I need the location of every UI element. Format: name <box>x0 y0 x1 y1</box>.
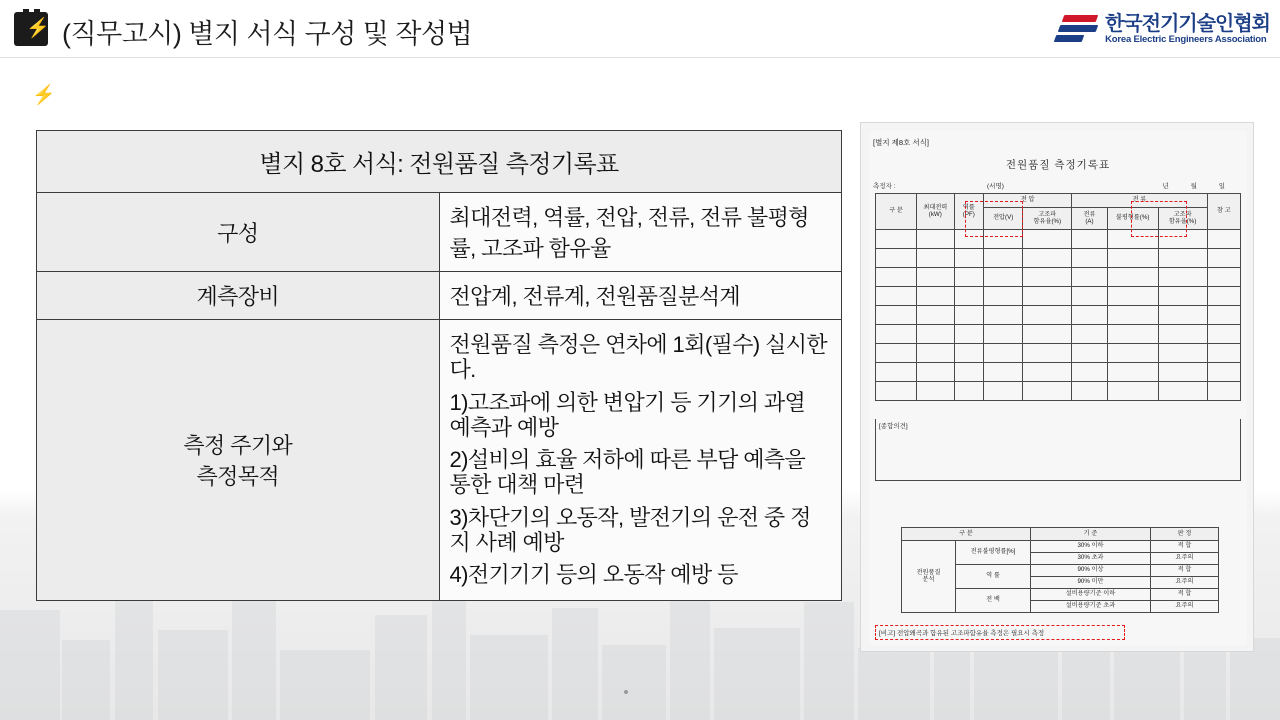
form-col-voltage: 전압(V) <box>984 208 1023 230</box>
logo-text-english: Korea Electric Engineers Association <box>1105 33 1267 45</box>
table-row <box>876 249 1241 268</box>
form-criteria-table <box>901 527 1219 613</box>
form-summary-table <box>36 130 842 601</box>
table-row <box>876 287 1241 306</box>
form-footnote: [비고] 전압왜곡과 함유된 고조파함유율 측정은 필요시 측정 <box>875 625 1125 640</box>
form-col-current-harmonic: 고조파 함유율(%) <box>1158 208 1207 230</box>
criteria-standard: 설비용량기준 초과 <box>1031 601 1151 613</box>
form-col-group-current: 전 류 <box>1072 194 1207 208</box>
form-meta-date: 년 월 일 <box>1162 183 1235 190</box>
form-col-voltage-harmonic: 고조파 함유율(%) <box>1023 208 1072 230</box>
form-col-group-voltage: 전 압 <box>984 194 1072 208</box>
row-label-purpose <box>37 320 440 601</box>
slide-bottom-dot <box>624 690 628 694</box>
criteria-result: 요주의 <box>1151 577 1219 589</box>
form-col-group-remark: 참 고 <box>1207 194 1240 230</box>
criteria-result: 적 합 <box>1151 565 1219 577</box>
section-title-bar <box>22 74 962 116</box>
criteria-standard: 30% 초과 <box>1031 553 1151 565</box>
bolt-icon: ⚡ <box>27 78 61 112</box>
row-label-composition: 구성 <box>37 193 440 272</box>
logo-text-korean: 한국전기기술인협회 <box>1105 12 1270 35</box>
row-value-purpose <box>439 320 842 601</box>
form-col-current: 전류 (A) <box>1072 208 1107 230</box>
page-title: (직무고시) 별지 서식 구성 및 작성법 <box>62 19 473 49</box>
purpose-line: 3)차단기의 오동작, 발전기의 운전 중 정지 사례 예방 <box>449 504 811 556</box>
organization-logo <box>1054 8 1270 50</box>
form-comment-label: [종합의견] <box>879 423 908 430</box>
criteria-standard: 30% 이하 <box>1031 541 1151 553</box>
form-col-maxpower: 최대전력 (kW) <box>917 194 954 230</box>
highlight-voltage-harmonic <box>965 201 1023 237</box>
criteria-result: 요주의 <box>1151 553 1219 565</box>
criteria-standard: 90% 이상 <box>1031 565 1151 577</box>
battery-bolt-icon: ⚡ <box>14 12 48 46</box>
table-row <box>876 325 1241 344</box>
section-title: 별지 8호 서식 – 전원품질 측정기록표 <box>75 83 434 110</box>
table-row <box>902 541 1219 553</box>
table-row <box>876 306 1241 325</box>
table-row <box>37 272 842 320</box>
purpose-line: 2)설비의 효율 저하에 따른 부담 예측을 통한 대책 마련 <box>449 447 806 498</box>
criteria-standard: 90% 미만 <box>1031 577 1151 589</box>
criteria-item: 전류불평형률[%] <box>956 541 1031 565</box>
table-row <box>902 528 1219 541</box>
form-meta-measurer: 측정자 : <box>873 183 896 190</box>
logo-mark-icon <box>1054 14 1098 44</box>
table-row <box>876 363 1241 382</box>
form-col-powerfactor: 역률 (PF) <box>954 194 984 230</box>
form-col-unbalance: 불평형률(%) <box>1107 208 1158 230</box>
criteria-result: 요주의 <box>1151 601 1219 613</box>
table-row <box>876 382 1241 401</box>
criteria-item: 역 률 <box>956 565 1031 589</box>
form-meta-signature: (서명) <box>987 183 1004 190</box>
slide-header <box>0 0 1280 58</box>
purpose-line: 전원품질 측정은 연차에 1회(필수) 실시한다. <box>449 332 828 383</box>
row-label-purpose-line2: 측정목적 <box>196 463 280 489</box>
form-preview-image <box>860 122 1254 652</box>
row-label-purpose-line1: 측정 주기와 <box>183 432 293 458</box>
purpose-line: 1)고조파에 의한 변압기 등 기기의 과열 예측과 예방 <box>449 389 806 440</box>
criteria-side-label: 전원품질 분석 <box>902 541 956 613</box>
form-preview-sheet <box>869 131 1247 645</box>
form-comment-box <box>875 419 1241 481</box>
criteria-standard: 설비용량기준 이하 <box>1031 589 1151 601</box>
criteria-header-standard: 기 준 <box>1031 528 1151 541</box>
criteria-result: 적 합 <box>1151 589 1219 601</box>
criteria-header-result: 판 정 <box>1151 528 1219 541</box>
row-value-composition: 최대전력, 역률, 전압, 전류, 전류 불평형률, 고조파 함유율 <box>439 193 842 272</box>
table-row <box>876 268 1241 287</box>
criteria-result: 적 합 <box>1151 541 1219 553</box>
table-row <box>37 193 842 272</box>
row-value-equipment: 전압계, 전류계, 전원품질분석계 <box>439 272 842 320</box>
criteria-item: 전 백 <box>956 589 1031 613</box>
table-row <box>876 344 1241 363</box>
form-col-group-left: 구 분 <box>876 194 917 230</box>
purpose-line: 4)전기기기 등의 오동작 예방 등 <box>449 562 738 588</box>
form-title: 전원품질 측정기록표 <box>1005 159 1111 171</box>
form-tag: [별지 제8호 서식] <box>873 138 929 147</box>
table-row <box>37 131 842 193</box>
criteria-header-item: 구 분 <box>902 528 1031 541</box>
highlight-current-harmonic <box>1131 201 1187 237</box>
table-row <box>37 320 842 601</box>
summary-table-header: 별지 8호 서식: 전원품질 측정기록표 <box>37 131 842 193</box>
row-label-equipment: 계측장비 <box>37 272 440 320</box>
